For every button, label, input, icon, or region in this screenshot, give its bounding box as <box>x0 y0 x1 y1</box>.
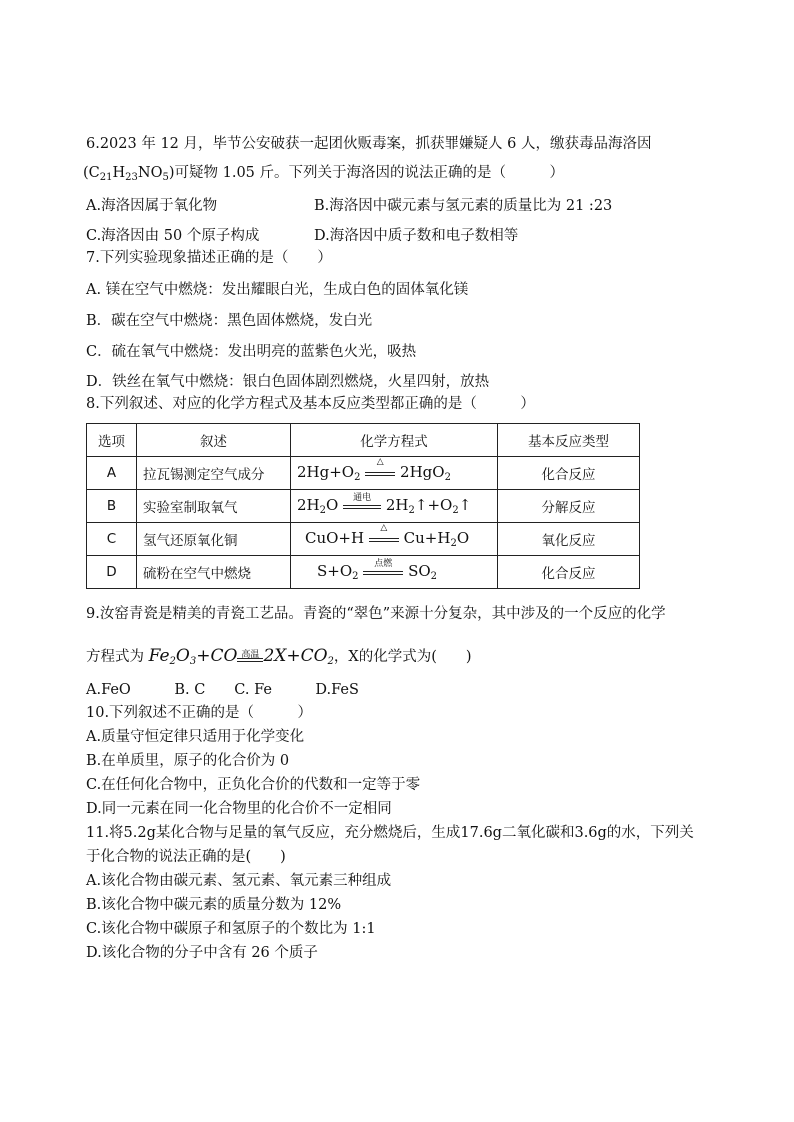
eq-sub: 3 <box>189 656 197 667</box>
q9-options: A.FeO B. C C. Fe D.FeS <box>86 682 359 698</box>
table-row <box>87 523 640 556</box>
q10-option-d: D.同一元素在同一化合物里的化合价不一定相同 <box>86 801 392 817</box>
q8-cell-type: 化合反应 <box>498 556 640 589</box>
eq-right2: ↑+O <box>414 496 453 514</box>
eq-condition: 点燃 <box>374 559 393 569</box>
q9-stem-pre: 方程式为 <box>86 649 144 665</box>
q8-header-option: 选项 <box>87 424 137 457</box>
q6-option-b: B.海洛因中碳元素与氢元素的质量比为 21 :23 <box>314 198 613 214</box>
q11-stem-line2: 于化合物的说法正确的是( ) <box>86 849 286 865</box>
eq-right3: ↑ <box>458 496 472 514</box>
q9-stem-line1: 9.汝窑青瓷是精美的青瓷工艺品。青瓷的“翠色”来源十分复杂，其中涉及的一个反应的化学 <box>86 606 666 622</box>
eq-condition: △ <box>376 457 384 467</box>
eq-sub: 2 <box>444 472 451 483</box>
q11-option-c: C.该化合物中碳原子和氢原子的个数比为 1:1 <box>86 921 376 937</box>
eq-plus-co: +CO <box>196 646 238 666</box>
eq-sub: 2 <box>319 505 326 516</box>
q8-header-description: 叙述 <box>137 424 291 457</box>
q8-cell-option: D <box>87 556 137 589</box>
q9-stem-line2 <box>86 643 472 675</box>
q8-cell-description: 硫粉在空气中燃烧 <box>137 556 291 589</box>
q6-formula-sub-o: 5 <box>162 172 169 183</box>
eq-condition: 高温 <box>241 649 260 660</box>
eq-condition-sign <box>237 650 263 664</box>
q10-stem: 10.下列叙述不正确的是（ ） <box>86 705 313 721</box>
eq-sub: 2 <box>408 505 415 516</box>
eq-sub: 2 <box>450 538 457 549</box>
q10-option-b: B.在单质里，原子的化合价为 0 <box>86 753 290 769</box>
q8-cell-description: 实验室制取氧气 <box>137 490 291 523</box>
q8-cell-description: 拉瓦锡测定空气成分 <box>137 457 291 490</box>
eq-left: CuO+H <box>305 529 365 547</box>
q7-stem: 7.下列实验现象描述正确的是（ ） <box>86 250 332 266</box>
eq-sub: 2 <box>430 571 438 582</box>
eq-right: 2H <box>385 496 409 514</box>
eq-condition-sign <box>363 559 403 579</box>
q8-cell-equation <box>291 490 498 523</box>
eq-condition-sign <box>343 493 381 513</box>
eq-left2: O <box>326 496 339 514</box>
q11-option-d: D.该化合物的分子中含有 26 个质子 <box>86 945 318 961</box>
q6-option-d: D.海洛因中质子数和电子数相等 <box>314 228 519 244</box>
eq-left: S+O <box>317 562 353 580</box>
eq-condition: △ <box>380 523 388 533</box>
q8-table <box>86 423 640 589</box>
q6-formula-open: (C <box>83 165 100 181</box>
eq-condition-sign <box>365 457 395 480</box>
q8-cell-description: 氢气还原氧化铜 <box>137 523 291 556</box>
q9-equation <box>149 646 334 666</box>
q11-stem-line1: 11.将5.2g某化合物与足量的氧气反应，充分燃烧后，生成17.6g二氧化碳和3.6g的水，下列关 <box>86 825 694 841</box>
q8-cell-type: 分解反应 <box>498 490 640 523</box>
q10-option-a: A.质量守恒定律只适用于化学变化 <box>86 729 305 745</box>
eq-sub: 2 <box>352 571 359 582</box>
eq-left: 2H <box>297 496 320 514</box>
eq-right: 2X+CO <box>263 646 328 666</box>
eq-left: 2Hg+O <box>297 463 355 481</box>
q6-formula-sub-h: 23 <box>125 172 138 183</box>
q7-option-b: B．碳在空气中燃烧：黑色固体燃烧，发白光 <box>86 313 373 329</box>
q6-stem-line1: 6.2023 年 12 月，毕节公安破获一起团伙贩毒案，抓获罪嫌疑人 6 人，缴获毒品海洛因 <box>86 136 652 152</box>
q8-cell-option: A <box>87 457 137 490</box>
q6-option-c: C.海洛因由 50 个原子构成 <box>86 228 260 244</box>
q8-cell-type: 化合反应 <box>498 457 640 490</box>
q7-option-a: A. 镁在空气中燃烧：发出耀眼白光，生成白色的固体氧化镁 <box>86 282 469 298</box>
q11-option-a: A.该化合物由碳元素、氢元素、氧元素三种组成 <box>86 873 392 889</box>
q8-stem: 8.下列叙述、对应的化学方程式及基本反应类型都正确的是（ ） <box>86 396 535 412</box>
q8-header-type: 基本反应类型 <box>498 424 640 457</box>
eq-sub: 2 <box>354 472 361 483</box>
eq-right: Cu+H <box>403 529 451 547</box>
q8-header-row <box>87 424 640 457</box>
q10-option-c: C.在任何化合物中，正负化合价的代数和一定等于零 <box>86 777 421 793</box>
q8-cell-equation <box>291 556 498 589</box>
eq-o: O <box>175 646 190 666</box>
q8-cell-option: C <box>87 523 137 556</box>
q7-option-c: C．硫在氧气中燃烧：发出明亮的蓝紫色火光，吸热 <box>86 344 417 360</box>
eq-sub: 2 <box>327 656 334 667</box>
eq-condition-sign <box>369 523 399 546</box>
table-row <box>87 490 640 523</box>
q8-header-equation: 化学方程式 <box>291 424 498 457</box>
q7-option-d: D．铁丝在氧气中燃烧：银白色固体剧烈燃烧，火星四射，放热 <box>86 374 490 390</box>
q6-option-a: A.海洛因属于氧化物 <box>86 198 218 214</box>
q6-formula-rest: NO <box>137 165 163 181</box>
q8-cell-type: 氧化反应 <box>498 523 640 556</box>
eq-right: 2HgO <box>400 463 445 481</box>
eq-sub: 2 <box>169 656 176 667</box>
eq-right: SO <box>408 562 431 580</box>
eq-fe: Fe <box>148 646 170 666</box>
q6-formula-h: H <box>112 165 126 181</box>
q11-option-b: B.该化合物中碳元素的质量分数为 12% <box>86 897 342 913</box>
table-row <box>87 556 640 589</box>
q6-stem-line2 <box>83 163 564 188</box>
table-row <box>87 457 640 490</box>
q8-cell-option: B <box>87 490 137 523</box>
q6-stem-rest: )可疑物 1.05 斤。下列关于海洛因的说法正确的是（ ） <box>168 165 565 181</box>
q8-cell-equation <box>291 457 498 490</box>
q6-formula-sub-c: 21 <box>99 172 113 183</box>
q9-stem-post: ，X的化学式为( ) <box>333 649 472 665</box>
eq-right2: O <box>456 529 470 547</box>
eq-sub: 2 <box>452 505 459 516</box>
q8-cell-equation <box>291 523 498 556</box>
eq-condition: 通电 <box>353 493 372 503</box>
